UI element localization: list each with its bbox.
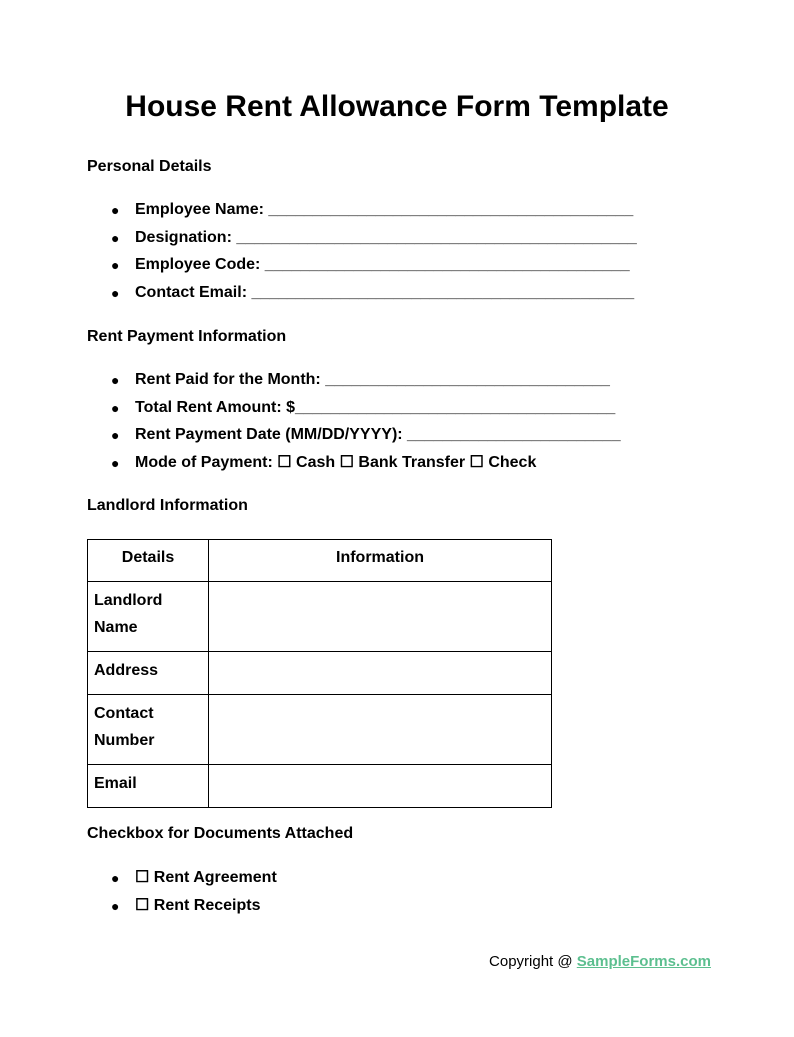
bullet-icon: ● xyxy=(111,229,120,246)
rent-agreement-checkbox[interactable]: ☐ Rent Agreement xyxy=(135,869,277,886)
list-item xyxy=(87,370,621,398)
list-item[interactable] xyxy=(87,868,277,896)
rent-receipts-checkbox[interactable]: ☐ Rent Receipts xyxy=(135,896,261,914)
bullet-icon: ● xyxy=(111,399,120,416)
copyright-text: Copyright @ xyxy=(489,953,577,970)
table-row xyxy=(88,582,552,652)
contact-number-cell[interactable] xyxy=(209,695,552,765)
row-label-address: Address xyxy=(88,652,209,695)
list-item xyxy=(87,453,621,481)
list-item xyxy=(87,398,621,426)
list-item xyxy=(87,255,637,283)
bullet-icon: ● xyxy=(111,870,120,886)
payment-mode-field: Mode of Payment: ☐ Cash ☐ Bank Transfer ☐ Check xyxy=(135,454,537,472)
list-item[interactable] xyxy=(87,896,277,924)
bullet-icon: ● xyxy=(111,897,120,914)
table-row xyxy=(88,695,552,765)
total-rent-field: Total Rent Amount: $____________________________________ xyxy=(135,398,616,416)
bullet-icon: ● xyxy=(111,202,120,218)
documents-list xyxy=(87,868,277,923)
row-label-email: Email xyxy=(88,765,209,808)
employee-name-field: Employee Name: _________________________________________ xyxy=(135,201,634,218)
brand-link[interactable]: SampleForms.com xyxy=(576,953,711,970)
rent-payment-heading: Rent Payment Information xyxy=(87,328,287,345)
row-label-landlord-name: Landlord Name xyxy=(88,582,209,652)
employee-code-field: Employee Code: _________________________________________ xyxy=(135,256,630,274)
list-item xyxy=(87,425,621,453)
rent-payment-list xyxy=(87,370,621,481)
list-item xyxy=(87,200,637,228)
designation-field: Designation: _____________________________________________ xyxy=(135,228,637,246)
documents-heading: Checkbox for Documents Attached xyxy=(87,825,354,842)
table-header-row xyxy=(88,540,552,582)
list-item xyxy=(87,228,637,256)
landlord-name-cell[interactable] xyxy=(209,582,552,652)
list-item xyxy=(87,283,637,311)
bullet-icon: ● xyxy=(111,372,120,388)
bullet-icon: ● xyxy=(111,427,120,444)
column-header-information: Information xyxy=(209,540,552,582)
payment-date-field: Rent Payment Date (MM/DD/YYYY): ________________________ xyxy=(135,426,621,444)
bullet-icon: ● xyxy=(111,455,120,472)
column-header-details: Details xyxy=(88,540,209,582)
rent-month-field: Rent Paid for the Month: ________________________________ xyxy=(135,371,610,388)
table-row xyxy=(88,652,552,695)
email-cell[interactable] xyxy=(209,765,552,808)
page-title: House Rent Allowance Form Template xyxy=(125,90,669,123)
table-row xyxy=(88,765,552,808)
personal-details-heading: Personal Details xyxy=(87,158,212,175)
contact-email-field: Contact Email: ___________________________________________ xyxy=(135,284,635,302)
landlord-heading: Landlord Information xyxy=(87,497,248,514)
bullet-icon: ● xyxy=(111,257,120,274)
copyright-footer xyxy=(489,952,711,972)
bullet-icon: ● xyxy=(111,285,120,302)
personal-details-list xyxy=(87,200,637,311)
row-label-contact-number: Contact Number xyxy=(88,695,209,765)
address-cell[interactable] xyxy=(209,652,552,695)
landlord-table xyxy=(87,539,552,808)
